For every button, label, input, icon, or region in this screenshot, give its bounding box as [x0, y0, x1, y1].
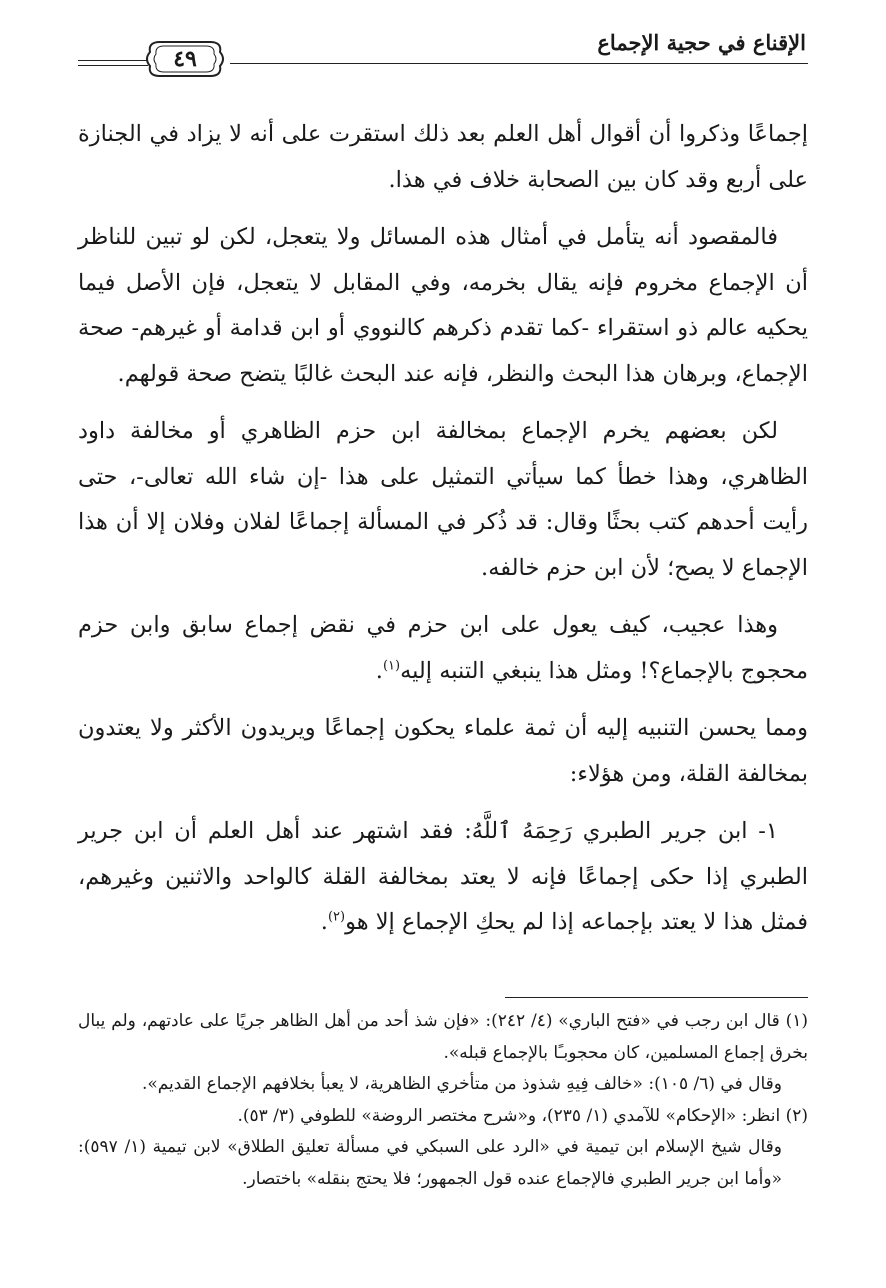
paragraph-with-footnote — [78, 809, 808, 946]
footnote-ref: (٢) — [327, 909, 346, 925]
paragraph: ومما يحسن التنبيه إليه أن ثمة علماء يحكون إجماعًا ويريدون الأكثر ولا يعتدون بمخالفة القلة، ومن هؤلاء: — [78, 715, 808, 787]
paragraph-with-footnote — [78, 603, 808, 694]
paragraph: فالمقصود أنه يتأمل في أمثال هذه المسائل ولا يتعجل، لكن لو تبين للناظر أن الإجماع مخروم فإنه يقال بخرمه، وفي المقابل لا يتعجل، فإن الأصل فيما يحكيه عالم ذو استقراء -كما تقدم ذكرهم كالنووي أو ابن قدامة أو غيرهم- صحة الإجماع، وبرهان هذا البحث والنظر، فإنه عند البحث غالبًا يتضح صحة قولهم. — [78, 224, 808, 387]
footnote-1: (١) قال ابن رجب في «فتح الباري» (٤/ ٢٤٢): «فإن شذ أحد من أهل الظاهر جريًا على عادتهم، ولم يبال بخرق إجماع المسلمين، كان محجوبـًا بالإجماع قبله». — [78, 1011, 808, 1063]
footnote-ref: (١) — [382, 658, 401, 673]
footnote-2-continued: وقال شيخ الإسلام ابن تيمية في «الرد على السبكي في مسألة تعليق الطلاق» لابن تيمية (١/ ٥٩٧): «وأما ابن جرير الطبري فالإجماع عنده قول الجمهور؛ فلا يحتج بنقله» باختصار. — [78, 1137, 782, 1189]
header-rule — [230, 63, 808, 64]
paragraph-end: . — [375, 657, 383, 684]
footnote-separator — [505, 997, 808, 998]
footnote-2: (٢) انظر: «الإحكام» للآمدي (١/ ٢٣٥)، و«شرح مختصر الروضة» للطوفي (٣/ ٥٣). — [237, 1105, 808, 1126]
header-rule-double-bottom — [78, 65, 148, 66]
header-rule-double-top — [78, 60, 148, 61]
footnote-1-continued: وقال في (٦/ ١٠٥): «خالف فِيهِ شذوذ من متأخري الظاهرية، لا يعبأ بخلافهم الإجماع القديم». — [141, 1074, 782, 1094]
body-text — [78, 112, 808, 958]
paragraph-text: وهذا عجيب، كيف يعول على ابن حزم في نقض إجماع سابق وابن حزم محجوج بالإجماع؟! ومثل هذا ينبغي التنبه إليه — [78, 612, 808, 684]
paragraph: لكن بعضهم يخرم الإجماع بمخالفة ابن حزم الظاهري أو مخالفة داود الظاهري، وهذا خطأ كما سيأتي التمثيل على هذا -إن شاء الله تعالى-، حتى رأيت أحدهم كتب بحثًا وقال: قد ذُكر في المسألة إجماعًا لفلان وفلان إلا أن هذا الإجماع لا يصح؛ لأن ابن حزم خالفه. — [78, 418, 808, 581]
page-number: ٤٩ — [173, 46, 197, 72]
paragraph: إجماعًا وذكروا أن أقوال أهل العلم بعد ذلك استقرت على أنه لا يزاد في الجنازة على أربع وقد كان بين الصحابة خلاف في هذا. — [78, 121, 808, 193]
paragraph-end: . — [320, 909, 328, 935]
running-title: الإقناع في حجية الإجماع — [597, 30, 806, 55]
footnotes — [78, 1006, 808, 1195]
paragraph-text: ١- ابن جرير الطبري رَحِمَهُ ٱللَّهُ: فقد اشتهر عند أهل العلم أن ابن جرير الطبري إذا حكى إجماعًا فإنه لا يعتد بمخالفة القلة كالواحد والاثنين وغيرهم، فمثل هذا لا يعتد بإجماعه إذا لم يحكِ الإجماع إلا هو — [78, 818, 808, 935]
